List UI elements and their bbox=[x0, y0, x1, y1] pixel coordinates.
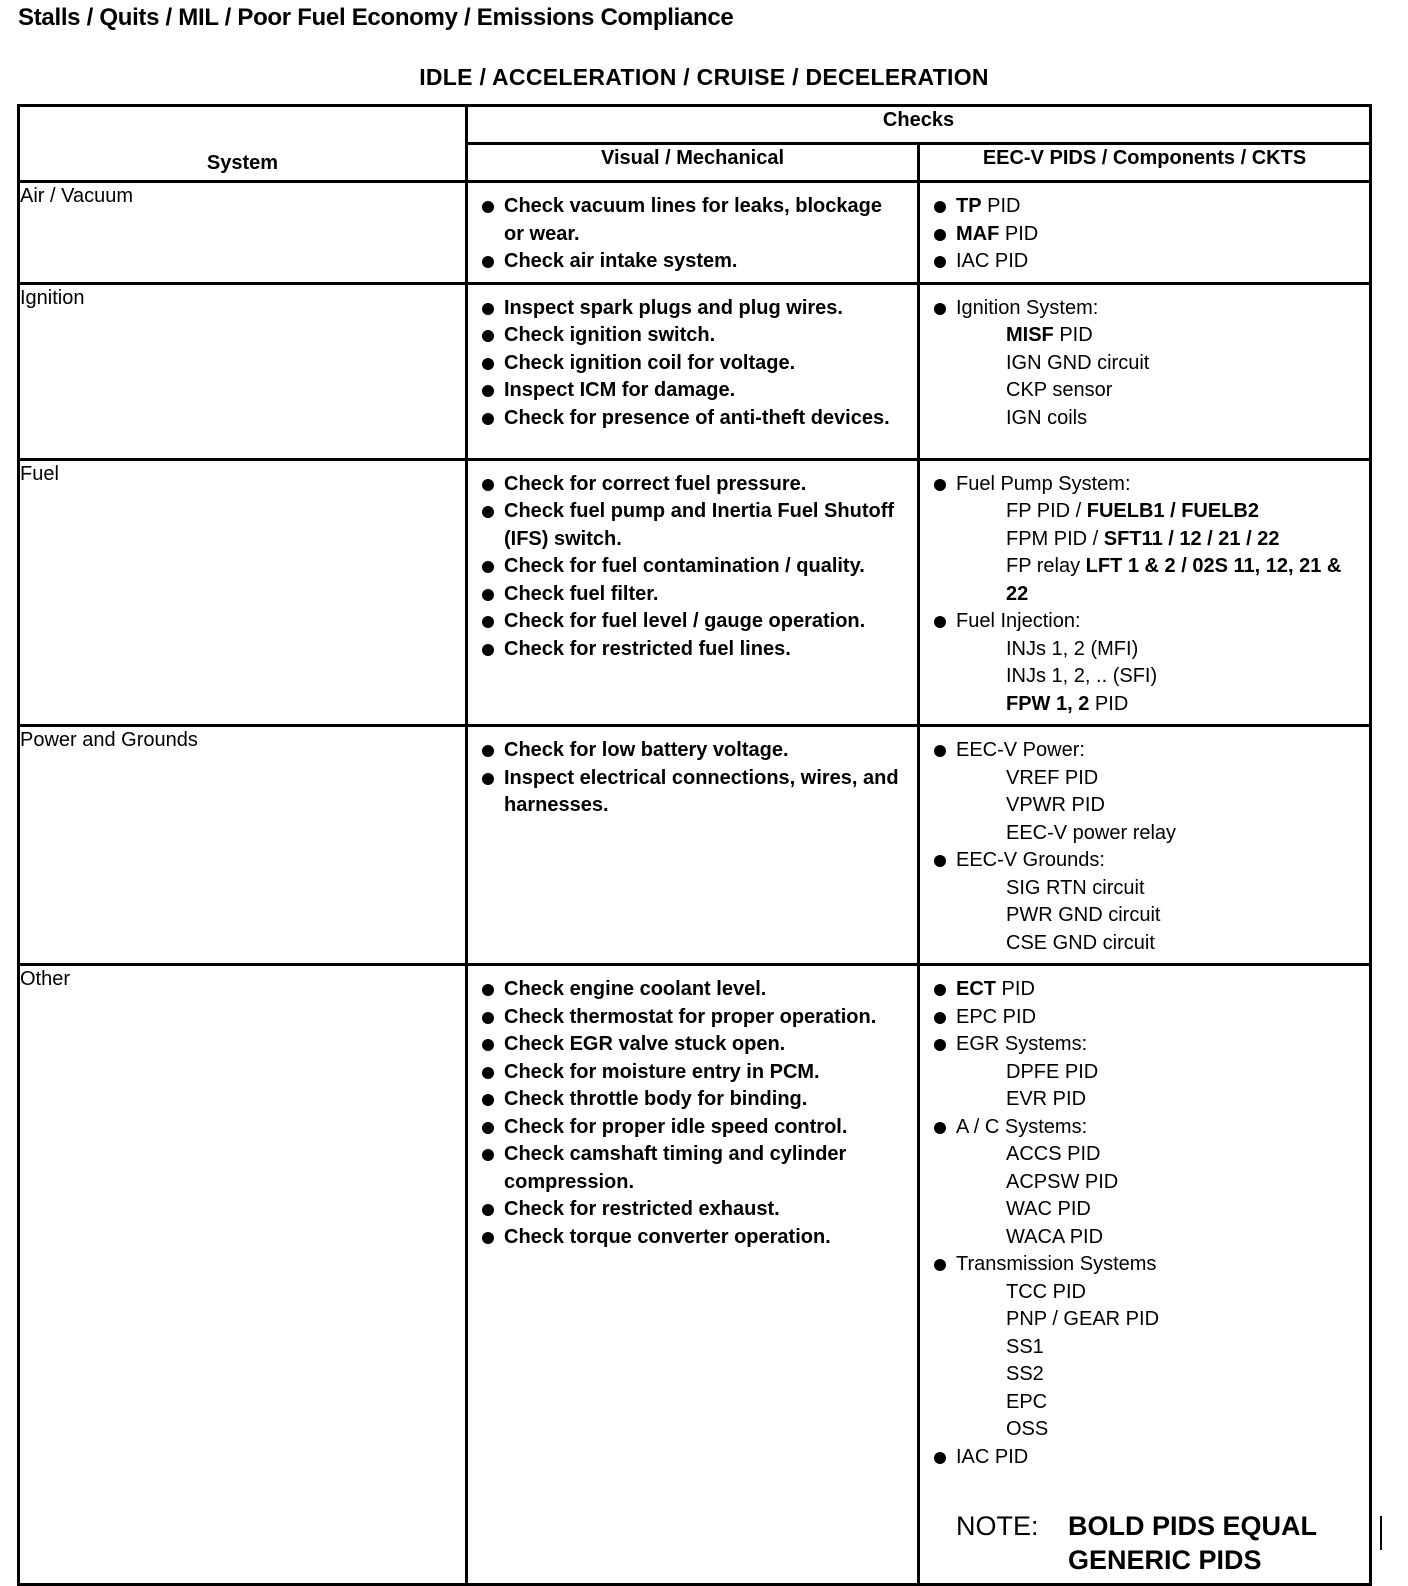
pid-text: IGN coils bbox=[1006, 406, 1088, 429]
eec-subitem bbox=[956, 1361, 1359, 1389]
list-item bbox=[476, 193, 907, 248]
list-item bbox=[476, 1196, 907, 1224]
visual-check-text: Check ignition switch. bbox=[504, 324, 716, 346]
list-item bbox=[476, 1059, 907, 1087]
list-item bbox=[928, 1114, 1359, 1252]
system-cell bbox=[19, 726, 467, 965]
visual-check-list bbox=[476, 471, 907, 664]
eec-subitem bbox=[956, 1416, 1359, 1444]
pid-text: WACA PID bbox=[1006, 1225, 1104, 1248]
bullet-icon bbox=[482, 413, 494, 425]
eec-cell bbox=[919, 459, 1371, 726]
bullet-icon bbox=[934, 1122, 946, 1134]
pid-text: EEC-V Grounds: bbox=[956, 849, 1105, 871]
eec-subitem bbox=[956, 820, 1359, 848]
system-cell bbox=[19, 459, 467, 726]
visual-check-text: Check ignition coil for voltage. bbox=[504, 351, 796, 374]
pid-text: VPWR PID bbox=[1006, 794, 1105, 816]
eec-pid-list bbox=[928, 193, 1359, 276]
pid-text: ACCS PID bbox=[1006, 1143, 1101, 1165]
list-item bbox=[928, 1004, 1359, 1032]
table-row bbox=[19, 459, 1371, 726]
page-title: Stalls / Quits / MIL / Poor Fuel Economy / Emissions Compliance bbox=[18, 4, 734, 31]
visual-check-text: Check throttle body for binding. bbox=[504, 1088, 808, 1110]
header-system bbox=[19, 106, 467, 182]
eec-pid-list bbox=[928, 737, 1359, 957]
pid-text: IAC PID bbox=[956, 1445, 1029, 1468]
visual-check-text: Check for fuel contamination / quality. bbox=[504, 555, 865, 577]
eec-item bbox=[956, 295, 1359, 323]
header-eec bbox=[919, 144, 1371, 182]
list-item bbox=[476, 553, 907, 581]
bullet-icon bbox=[934, 1012, 946, 1024]
eec-subitem bbox=[956, 1059, 1359, 1087]
eec-item bbox=[956, 1004, 1359, 1032]
visual-check-list bbox=[476, 737, 907, 820]
header-checks bbox=[467, 106, 1371, 144]
note-text-line: GENERIC PIDS bbox=[1068, 1545, 1262, 1575]
eec-subitem bbox=[956, 930, 1359, 958]
list-item bbox=[476, 765, 907, 820]
list-item bbox=[928, 295, 1359, 433]
pid-text: A / C Systems: bbox=[956, 1115, 1088, 1138]
pid-text: IGN GND circuit bbox=[1006, 351, 1150, 374]
pid-text: INJs 1, 2, .. (SFI) bbox=[1006, 665, 1158, 687]
visual-check-text: Check thermostat for proper operation. bbox=[504, 1005, 877, 1028]
list-item bbox=[476, 1086, 907, 1114]
bullet-icon bbox=[482, 1094, 494, 1106]
header-visual-label: Visual / Mechanical bbox=[600, 147, 785, 169]
list-item bbox=[476, 350, 907, 378]
visual-check-list bbox=[476, 295, 907, 433]
eec-subitem bbox=[956, 792, 1359, 820]
visual-check-list bbox=[476, 193, 907, 276]
generic-pid-text: TP bbox=[956, 195, 982, 217]
list-item bbox=[476, 1031, 907, 1059]
eec-subitem bbox=[956, 1334, 1359, 1362]
eec-subitem bbox=[956, 1389, 1359, 1417]
edge-mark bbox=[1380, 1516, 1382, 1550]
visual-check-text: Check for restricted fuel lines. bbox=[504, 637, 791, 660]
pid-text: IAC PID bbox=[956, 250, 1029, 272]
checks-table bbox=[17, 104, 1372, 1586]
eec-subitem bbox=[956, 1141, 1359, 1169]
bullet-icon bbox=[934, 616, 946, 628]
bullet-icon bbox=[482, 256, 494, 268]
list-item bbox=[476, 1004, 907, 1032]
eec-item bbox=[956, 1031, 1359, 1059]
bullet-icon bbox=[482, 773, 494, 785]
bullet-icon bbox=[482, 385, 494, 397]
eec-subitem bbox=[956, 663, 1359, 691]
list-item bbox=[476, 581, 907, 609]
eec-pid-list bbox=[928, 471, 1359, 719]
pid-text: Transmission Systems bbox=[956, 1253, 1157, 1275]
bullet-icon bbox=[482, 358, 494, 370]
eec-item bbox=[956, 847, 1359, 875]
pid-text: SS2 bbox=[1006, 1363, 1044, 1385]
visual-check-text: Check EGR valve stuck open. bbox=[504, 1033, 786, 1055]
visual-check-text: Check for proper idle speed control. bbox=[504, 1115, 848, 1138]
bullet-icon bbox=[482, 330, 494, 342]
list-item bbox=[928, 976, 1359, 1004]
list-item bbox=[476, 471, 907, 499]
bullet-icon bbox=[934, 256, 946, 268]
list-item bbox=[476, 377, 907, 405]
list-item bbox=[476, 295, 907, 323]
visual-check-text: Inspect ICM for damage. bbox=[504, 379, 736, 401]
bullet-icon bbox=[482, 303, 494, 315]
note bbox=[956, 1509, 1359, 1577]
note-text-line: BOLD PIDS EQUAL bbox=[1068, 1511, 1318, 1541]
visual-check-text: Check for fuel level / gauge operation. bbox=[504, 610, 866, 632]
pid-text: FPM PID / bbox=[1006, 527, 1104, 550]
bullet-icon bbox=[482, 1067, 494, 1079]
pid-text: WAC PID bbox=[1006, 1198, 1091, 1220]
bullet-icon bbox=[482, 1122, 494, 1134]
eec-item bbox=[956, 1114, 1359, 1142]
system-label: Ignition bbox=[20, 286, 85, 309]
generic-pid-text: FPW 1, 2 bbox=[1006, 692, 1090, 715]
eec-cell bbox=[919, 965, 1371, 1585]
bullet-icon bbox=[482, 561, 494, 573]
list-item bbox=[476, 1224, 907, 1252]
visual-check-text: Check air intake system. bbox=[504, 250, 738, 272]
pid-text: PID bbox=[996, 978, 1035, 1000]
list-item bbox=[928, 847, 1359, 957]
pid-text: Fuel Injection: bbox=[956, 610, 1081, 632]
eec-subitem bbox=[956, 1086, 1359, 1114]
pid-text: Ignition System: bbox=[956, 296, 1099, 319]
visual-check-text: Check engine coolant level. bbox=[504, 978, 767, 1000]
bullet-icon bbox=[482, 1012, 494, 1024]
pid-text: CSE GND circuit bbox=[1006, 931, 1155, 954]
list-item bbox=[928, 1444, 1359, 1472]
bullet-icon bbox=[482, 984, 494, 996]
eec-subitem bbox=[956, 1279, 1359, 1307]
eec-item bbox=[956, 976, 1359, 1004]
pid-text: DPFE PID bbox=[1006, 1060, 1099, 1083]
visual-check-text: Check for low battery voltage. bbox=[504, 739, 789, 761]
eec-item bbox=[956, 1444, 1359, 1472]
list-item bbox=[476, 608, 907, 636]
visual-check-text: Check fuel filter. bbox=[504, 582, 659, 605]
bullet-icon bbox=[934, 303, 946, 315]
eec-subitem bbox=[956, 1196, 1359, 1224]
eec-subitem bbox=[956, 498, 1359, 526]
pid-text: TCC PID bbox=[1006, 1280, 1086, 1303]
system-label: Air / Vacuum bbox=[20, 185, 133, 207]
generic-pid-text: MISF bbox=[1006, 324, 1054, 346]
eec-subitem bbox=[956, 636, 1359, 664]
list-item bbox=[928, 737, 1359, 847]
table-body bbox=[19, 182, 1371, 1585]
bullet-icon bbox=[482, 1232, 494, 1244]
pid-text: ACPSW PID bbox=[1006, 1170, 1119, 1193]
pid-text: EEC-V power relay bbox=[1006, 821, 1177, 844]
bullet-icon bbox=[482, 201, 494, 213]
generic-pid-text: LFT 1 & 2 / 02S 11, 12, 21 & 22 bbox=[1006, 555, 1347, 605]
list-item bbox=[476, 1114, 907, 1142]
list-item bbox=[476, 405, 907, 433]
bullet-icon bbox=[934, 855, 946, 867]
visual-cell bbox=[467, 965, 919, 1585]
eec-item bbox=[956, 193, 1359, 221]
system-label: Other bbox=[20, 968, 71, 990]
list-item bbox=[476, 1141, 907, 1196]
eec-subitem bbox=[956, 1224, 1359, 1252]
bullet-icon bbox=[482, 616, 494, 628]
visual-check-text: Check camshaft timing and cylinder compression. bbox=[504, 1143, 847, 1193]
system-cell bbox=[19, 283, 467, 459]
list-item bbox=[476, 498, 907, 553]
pid-text: SIG RTN circuit bbox=[1006, 876, 1145, 899]
pid-text: OSS bbox=[1006, 1418, 1049, 1440]
visual-check-text: Inspect electrical connections, wires, and harnesses. bbox=[504, 766, 899, 816]
visual-cell bbox=[467, 182, 919, 284]
eec-cell bbox=[919, 726, 1371, 965]
pid-text: PID bbox=[1053, 324, 1093, 346]
eec-subitem bbox=[956, 553, 1359, 608]
bullet-icon bbox=[482, 1149, 494, 1161]
visual-check-text: Check fuel pump and Inertia Fuel Shutoff (IFS) switch. bbox=[504, 500, 895, 550]
table-row bbox=[19, 965, 1371, 1585]
eec-subitem bbox=[956, 1169, 1359, 1197]
bullet-icon bbox=[482, 1039, 494, 1051]
note-label: NOTE: bbox=[956, 1511, 1039, 1541]
generic-pid-text: ECT bbox=[956, 978, 996, 1000]
eec-cell bbox=[919, 182, 1371, 284]
pid-text: EGR Systems: bbox=[956, 1033, 1088, 1055]
pid-text: PID bbox=[981, 195, 1021, 217]
pid-text: FP relay bbox=[1006, 555, 1086, 577]
list-item bbox=[476, 737, 907, 765]
visual-check-text: Check vacuum lines for leaks, blockage or wear. bbox=[504, 195, 882, 245]
eec-cell bbox=[919, 283, 1371, 459]
eec-item bbox=[956, 221, 1359, 249]
pid-text: SS1 bbox=[1006, 1335, 1044, 1358]
eec-item bbox=[956, 471, 1359, 499]
visual-check-text: Inspect spark plugs and plug wires. bbox=[504, 296, 843, 319]
pid-text: INJs 1, 2 (MFI) bbox=[1006, 637, 1139, 660]
list-item bbox=[476, 636, 907, 664]
list-item bbox=[476, 976, 907, 1004]
visual-cell bbox=[467, 283, 919, 459]
list-item bbox=[928, 193, 1359, 221]
bullet-icon bbox=[934, 1259, 946, 1271]
pid-text: PWR GND circuit bbox=[1006, 904, 1161, 926]
eec-pid-list bbox=[928, 976, 1359, 1471]
table-row bbox=[19, 283, 1371, 459]
eec-item bbox=[956, 608, 1359, 636]
list-item bbox=[476, 322, 907, 350]
eec-subitem bbox=[956, 377, 1359, 405]
bullet-icon bbox=[934, 479, 946, 491]
pid-text: EPC bbox=[1006, 1390, 1048, 1413]
header-eec-label: EEC-V PIDS / Components / CKTS bbox=[982, 147, 1307, 169]
header-system-label: System bbox=[206, 151, 279, 174]
list-item bbox=[928, 1251, 1359, 1444]
table-row bbox=[19, 726, 1371, 965]
system-label: Power and Grounds bbox=[20, 729, 198, 751]
eec-subitem bbox=[956, 405, 1359, 433]
eec-item bbox=[956, 1251, 1359, 1279]
visual-check-list bbox=[476, 976, 907, 1251]
system-cell bbox=[19, 965, 467, 1585]
header-checks-label: Checks bbox=[882, 109, 955, 131]
bullet-icon bbox=[482, 479, 494, 491]
system-label: Fuel bbox=[20, 462, 59, 485]
bullet-icon bbox=[934, 229, 946, 241]
visual-check-text: Check for moisture entry in PCM. bbox=[504, 1060, 820, 1083]
bullet-icon bbox=[482, 589, 494, 601]
eec-subitem bbox=[956, 875, 1359, 903]
visual-cell bbox=[467, 726, 919, 965]
list-item bbox=[928, 471, 1359, 609]
pid-text: VREF PID bbox=[1006, 766, 1099, 789]
eec-subitem bbox=[956, 765, 1359, 793]
pid-text: EVR PID bbox=[1006, 1088, 1087, 1110]
visual-check-text: Check torque converter operation. bbox=[504, 1225, 831, 1248]
visual-check-text: Check for correct fuel pressure. bbox=[504, 472, 807, 495]
eec-item bbox=[956, 737, 1359, 765]
pid-text: CKP sensor bbox=[1006, 379, 1113, 401]
pid-text: FP PID / bbox=[1006, 500, 1087, 522]
visual-check-text: Check for presence of anti-theft devices. bbox=[504, 406, 890, 429]
bullet-icon bbox=[934, 984, 946, 996]
pid-text: Fuel Pump System: bbox=[956, 472, 1131, 495]
generic-pid-text: FUELB1 / FUELB2 bbox=[1086, 500, 1260, 522]
note-text bbox=[1068, 1509, 1317, 1577]
bullet-icon bbox=[934, 1039, 946, 1051]
bullet-icon bbox=[482, 644, 494, 656]
bullet-icon bbox=[934, 201, 946, 213]
bullet-icon bbox=[934, 745, 946, 757]
list-item bbox=[476, 248, 907, 276]
header-visual bbox=[467, 144, 919, 182]
bullet-icon bbox=[482, 745, 494, 757]
pid-text: PID bbox=[1089, 692, 1129, 715]
eec-pid-list bbox=[928, 295, 1359, 433]
page-subtitle: IDLE / ACCELERATION / CRUISE / DECELERATION bbox=[419, 64, 989, 90]
eec-subitem bbox=[956, 902, 1359, 930]
list-item bbox=[928, 248, 1359, 276]
bullet-icon bbox=[482, 1204, 494, 1216]
eec-item bbox=[956, 248, 1359, 276]
pid-text: EPC PID bbox=[956, 1005, 1037, 1028]
pid-text: EEC-V Power: bbox=[956, 739, 1085, 761]
visual-cell bbox=[467, 459, 919, 726]
generic-pid-text: SFT11 / 12 / 21 / 22 bbox=[1103, 527, 1280, 550]
pid-text: PID bbox=[999, 222, 1039, 245]
list-item bbox=[928, 608, 1359, 718]
table-row bbox=[19, 182, 1371, 284]
eec-subitem bbox=[956, 322, 1359, 350]
eec-subitem bbox=[956, 526, 1359, 554]
eec-subitem bbox=[956, 691, 1359, 719]
pid-text: PNP / GEAR PID bbox=[1006, 1308, 1160, 1330]
visual-check-text: Check for restricted exhaust. bbox=[504, 1198, 780, 1220]
list-item bbox=[928, 221, 1359, 249]
system-cell bbox=[19, 182, 467, 284]
eec-subitem bbox=[956, 1306, 1359, 1334]
generic-pid-text: MAF bbox=[956, 222, 1000, 245]
eec-subitem bbox=[956, 350, 1359, 378]
list-item bbox=[928, 1031, 1359, 1114]
bullet-icon bbox=[482, 506, 494, 518]
bullet-icon bbox=[934, 1452, 946, 1464]
